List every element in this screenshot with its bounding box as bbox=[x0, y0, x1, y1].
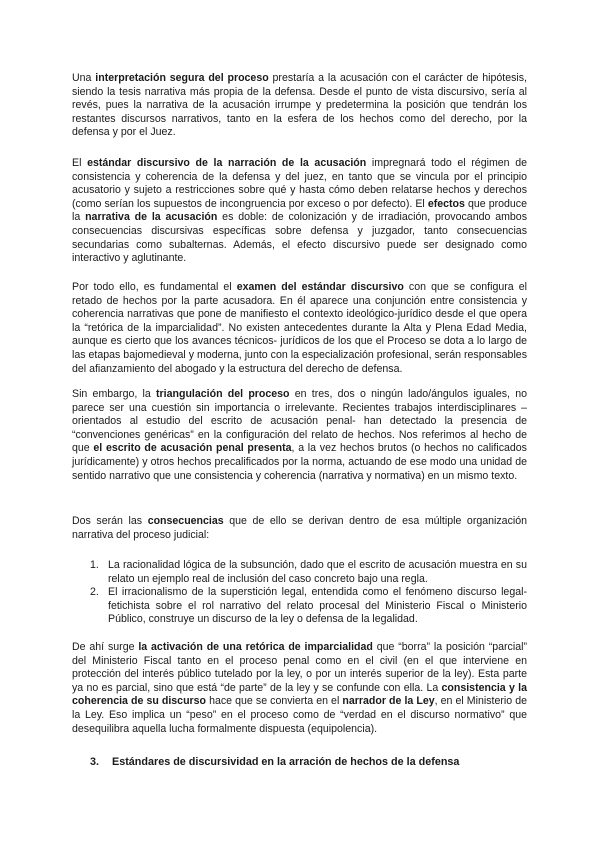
paragraph-text: Por todo ello, es fundamental el bbox=[72, 281, 237, 293]
list-item-text: El irracionalismo de la superstición legal, entendida como el fenómeno discurso legal-fetichista sobre el rol narrativo del relato procesal del Ministerio Fiscal o Ministerio Público, construye un discurso de la ley o defensa de la legalidad. bbox=[108, 586, 527, 626]
numbered-list bbox=[72, 559, 527, 627]
paragraph-text: que “borra” la posición “parcial” del Ministerio Fiscal tanto en el proceso penal como en el civil (en el que interviene en protección del interés público tutelado por la ley, o por un interés superior de la ley). Esta parte ya no es parcial, sino que está “de parte” de la ley y se confunde con ella. La bbox=[72, 641, 527, 694]
paragraph-text: El bbox=[72, 157, 88, 169]
paragraph-text: que produce la bbox=[72, 197, 527, 224]
paragraph-estandar-discursivo bbox=[72, 157, 527, 266]
bold-phrase: narrador de la Ley bbox=[342, 695, 435, 708]
list-item-number: 2. bbox=[90, 586, 99, 599]
bold-phrase: narrativa de la acusación bbox=[85, 211, 218, 224]
bold-phrase: examen del estándar discursivo bbox=[236, 281, 404, 293]
bold-phrase: interpretación segura del proceso bbox=[95, 72, 269, 84]
paragraph-text: , en el Ministerio de la Ley. Eso implica un “peso” en el proceso como de “verdad en el discurso normativo” que desequilibra aquella lucha formalmente dispuesta (equipolencia). bbox=[72, 695, 527, 735]
section-heading-text: Estándares de discursividad en la arración de hechos de la defensa bbox=[112, 756, 460, 768]
list-item bbox=[72, 586, 527, 627]
bold-phrase: estándar discursivo de la narración de la acusación bbox=[87, 157, 367, 169]
list-item-text: La racionalidad lógica de la subsunción, dado que el escrito de acusación muestra en su relato un ejemplo real de inclusión del caso concreto bajo una regla. bbox=[108, 559, 527, 585]
paragraph-text: Sin embargo, la bbox=[72, 388, 157, 400]
list-item bbox=[72, 559, 527, 586]
paragraph-consecuencias bbox=[72, 515, 527, 542]
bold-phrase: triangulación del proceso bbox=[156, 388, 290, 400]
paragraph-text: es doble: de colonización y de irradiación, provocando ambos consecuencias discursivas específicas sobre defensa y juzgador, tanto consecuencias secundarias como subalternas. Además, el efecto discursivo puede ser designado como interactivo y aglutinante. bbox=[72, 211, 527, 265]
paragraph-examen bbox=[72, 281, 527, 376]
paragraph-text: Una bbox=[72, 72, 96, 84]
paragraph-text: hace que se convierta en el bbox=[206, 695, 343, 708]
paragraph-retorica bbox=[72, 641, 527, 736]
paragraph-text: en tres, dos o ningún lado/ángulos iguales, no parece ser una cuestión sin importancia o irrelevante. Recientes trabajos interdisciplinares –orientados al estudio del escrito de acusación penal- han detectado la presencia de “convenciones genéricas” en la configuración del relato de hechos. Nos referimos al hecho de que bbox=[72, 388, 527, 455]
paragraph-text: impregnará todo el régimen de consistencia y coherencia de la defensa y del juez, en tanto que se vincula por el principio acusatorio y sujeto a restricciones sobre qué y hasta cómo deben relatarse hechos y derechos (como serían los supuestos de incongruencia por exceso o por defecto). El bbox=[72, 157, 527, 210]
section-heading bbox=[90, 756, 530, 770]
paragraph-triangulacion bbox=[72, 388, 527, 483]
bold-phrase: el escrito de acusación penal presenta bbox=[93, 442, 292, 455]
bold-phrase: la activación de una retórica de imparcialidad bbox=[138, 641, 373, 653]
paragraph-text: De ahí surge bbox=[72, 641, 139, 653]
bold-phrase: consistencia y la coherencia de su discurso bbox=[72, 681, 527, 708]
paragraph-text: con que se configura el retado de hechos por la parte acusadora. En él aparece una conjunción entre consistencia y coherencia narrativas que pone de manifiesto el contexto ideológico-jurídico desde el que opera la “retórica de la imparcialidad”. No existen antecedentes durante la Alta y Plena Edad Media, aunque es cierto que los avances técnicos- jurídicos de los que el Proceso se dota a lo largo de las etapas bajomedieval y moderna, junto con la especialización profesional, serán responsables del afianzamiento del abogado y la estructura del derecho de defensa. bbox=[72, 281, 527, 375]
section-heading-number: 3. bbox=[90, 756, 100, 768]
paragraph-text: prestaría a la acusación con el carácter de hipótesis, siendo la tesis narrativa más propia de la defensa. Desde el punto de vista discursivo, sería al revés, pues la narrativa de la acusación irrumpe y predetermina la posición que tendrán los restantes discursos narrativos, tanto en la esfera de los hechos como del derecho, por la defensa y por el Juez. bbox=[72, 72, 527, 139]
paragraph-text: , a la vez hechos brutos (o hechos no calificados jurídicamente) y otros hechos precalificados por la norma, actuando de ese modo una unidad de sentido narrativo que une consistencia y coherencia (narrativa y normativa) en un mismo texto. bbox=[72, 442, 527, 482]
bold-phrase: consecuencias bbox=[147, 515, 224, 527]
bold-phrase: efectos bbox=[427, 197, 465, 210]
paragraph-text: que de ello se derivan dentro de esa múltiple organización narrativa del proceso judicial: bbox=[72, 515, 527, 541]
paragraph-text: Dos serán las bbox=[72, 515, 148, 527]
list-item-number: 1. bbox=[90, 559, 99, 571]
paragraph-interpretacion bbox=[72, 72, 527, 140]
